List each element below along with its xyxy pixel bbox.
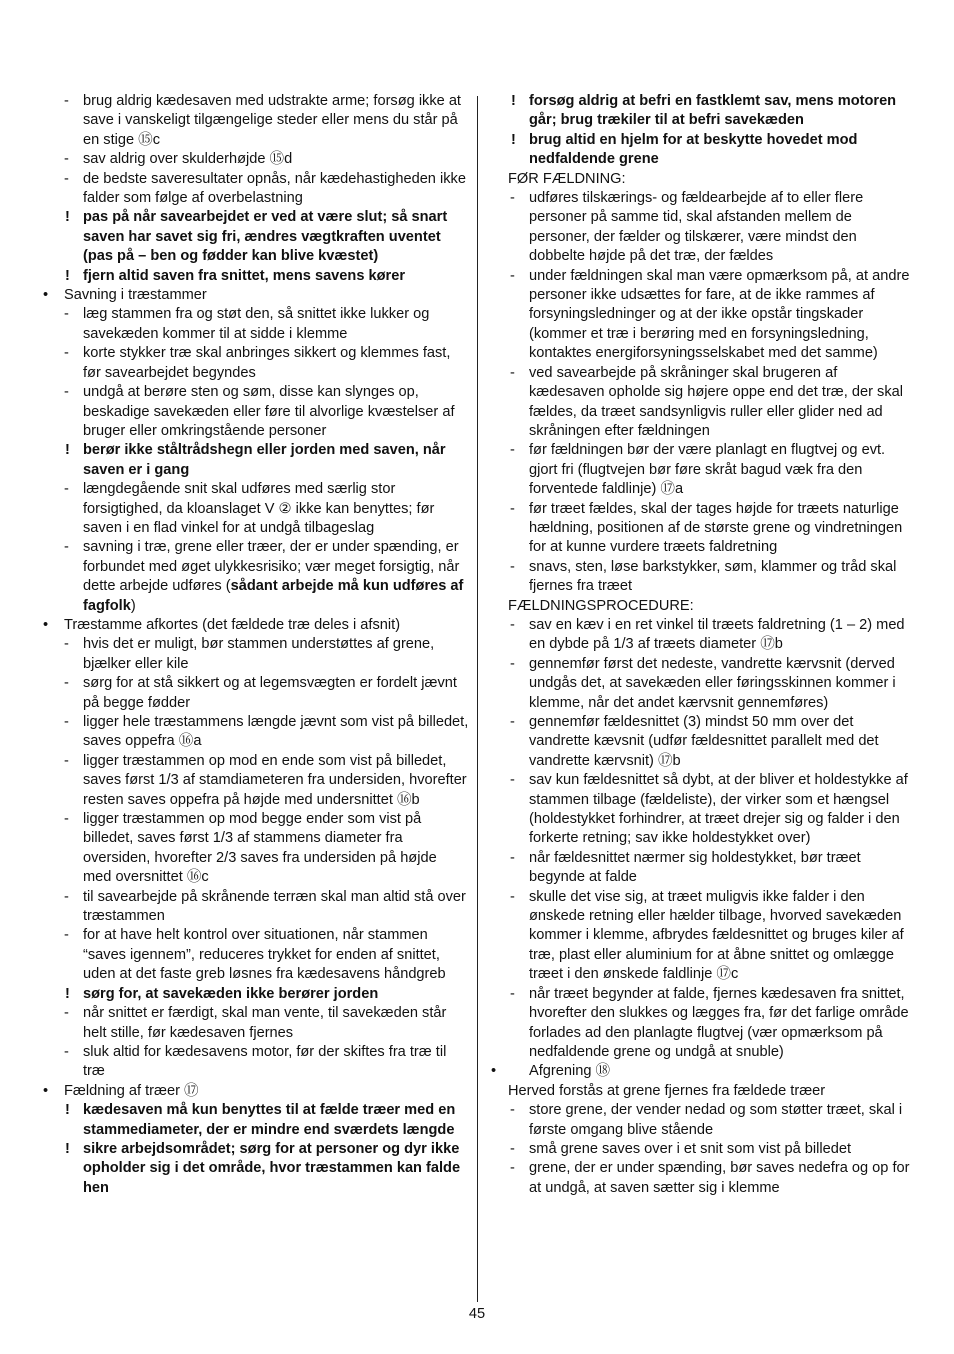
list-item: [508, 985, 913, 1063]
warning-icon: !: [65, 442, 70, 459]
item-text: gennemfør fældesnittet (3) mindst 50 mm over det vandrette kævsnit (udfør fældesnittet parallelt med det vandrette kærvsnit) ⑰b: [529, 714, 879, 769]
item-text: Træstamme afkortes (det fældede træ deles i afsnit): [64, 616, 401, 633]
item-text: FÆLDNINGSPROCEDURE:: [508, 597, 694, 614]
dash-marker: -: [64, 675, 69, 692]
list-item: [39, 480, 469, 538]
right-column: [491, 92, 913, 1198]
list-item: [39, 635, 469, 674]
list-item: [39, 674, 469, 713]
section-bullet: [39, 1082, 469, 1101]
list-item: [508, 655, 913, 713]
item-text: ved savearbejde på skråninger skal brugeren af kædesaven opholde sig højere oppe end det træ, der skal fældes, da træet sandsynligvis ruller eller glider ned ad skråningen efter fældningen: [529, 364, 903, 439]
bullet-icon: •: [43, 287, 49, 304]
item-text: store grene, der vender nedad og som støtter træet, skal i første omgang blive stående: [529, 1102, 903, 1138]
item-text: sav aldrig over skulderhøjde ⑮d: [83, 151, 293, 168]
item-bold-text: sådant arbejde må kun udføres af fagfolk: [83, 578, 464, 614]
item-text: læg stammen fra og støt den, så snittet ikke lukker og savekæden kommer til at sidde i klemme: [83, 306, 430, 342]
warning-item: [39, 208, 469, 266]
list-item: [508, 771, 913, 849]
dash-marker: -: [510, 364, 515, 381]
list-item: [508, 364, 913, 442]
list-item: [508, 267, 913, 364]
item-text: sørg for at stå sikkert og at legemsvægten er fordelt jævnt på begge fødder: [83, 675, 457, 711]
list-item: [508, 189, 913, 267]
section-bullet: [39, 286, 469, 305]
dash-marker: -: [64, 306, 69, 323]
item-text: før fældningen bør der være planlagt en flugtvej og evt. gjort fri (flugtvejen bør føre skråt bagud væk fra den forventede faldlinje) ⑰a: [529, 442, 886, 498]
item-text: når snittet er færdigt, skal man vente, til savekæden står helt stille, før kædesaven fjernes: [83, 1005, 447, 1041]
list-item: [39, 926, 469, 984]
list-item: [39, 344, 469, 383]
list-item: [39, 538, 469, 616]
list-item: [508, 888, 913, 985]
item-text: snavs, sten, løse barkstykker, søm, klammer og tråd skal fjernes fra træet: [529, 558, 897, 595]
item-text: FØR FÆLDNING:: [508, 170, 626, 187]
warning-item: [39, 267, 469, 286]
item-text: grene, der er under spænding, bør saves nedefra og op for at undgå, at saven sætter sig i klemme: [529, 1160, 910, 1196]
column-divider: [477, 96, 478, 1302]
dash-marker: -: [510, 558, 515, 575]
dash-marker: -: [64, 481, 69, 498]
section-heading: [508, 1082, 913, 1101]
list-item: [508, 1101, 913, 1140]
list-item: [39, 1043, 469, 1082]
dash-marker: -: [64, 927, 69, 944]
dash-marker: -: [510, 442, 515, 459]
warning-icon: !: [65, 267, 70, 284]
item-text: længdegående snit skal udføres med særlig stor forsigtighed, da kloanslaget V ② ikke kan benyttes; før saven i en flad vinkel for at undgå tilbageslag: [83, 481, 435, 536]
item-text: ligger træstammen op mod en ende som vist på billedet, saves først 1/3 af stamdiameteren fra undersiden, hvorefter resten saves oppefra på højde med undersnittet ⑯b: [83, 752, 467, 808]
item-text: for at have helt kontrol over situationen, når stammen “saves igennem”, reduceres trykket for enden af snittet, uden at det faste greb løsnes fra kædesavens håndgreb: [83, 927, 446, 983]
dash-marker: -: [510, 888, 515, 905]
list-item: [508, 616, 913, 655]
list-item: [39, 92, 469, 150]
dash-marker: -: [510, 267, 515, 284]
dash-marker: -: [64, 170, 69, 187]
item-text: før træet fældes, skal der tages højde for træets naturlige hældning, positionen af de største grene og vindretningen for at kunne vurdere træets faldretning: [529, 500, 903, 556]
dash-marker: -: [64, 752, 69, 769]
item-text: savning i træ, grene eller træer, der er under spænding, er forbundet med øget ulykkesrisiko; vær meget forsigtig, når dette arbejde udføres (: [83, 539, 460, 595]
item-text: kædesaven må kun benyttes til at fælde træer med en stammediameter, der er mindre end sværdets længde: [83, 1102, 456, 1138]
dash-marker: -: [64, 384, 69, 401]
page-number: 45: [468, 1306, 486, 1322]
dash-marker: -: [510, 849, 515, 866]
item-text: Afgrening ⑱: [529, 1063, 611, 1080]
item-text: brug altid en hjelm for at beskytte hovedet mod nedfaldende grene: [529, 131, 858, 168]
dash-marker: -: [510, 1102, 515, 1119]
dash-marker: -: [510, 616, 515, 633]
warning-item: [39, 985, 469, 1004]
list-item: [39, 170, 469, 209]
section-heading: [508, 597, 913, 616]
list-item: [39, 305, 469, 344]
warning-icon: !: [65, 985, 70, 1002]
dash-marker: -: [64, 1005, 69, 1022]
dash-marker: -: [510, 500, 515, 517]
warning-icon: !: [65, 1102, 70, 1119]
item-text: hvis det er muligt, bør stammen understøttes af grene, bjælker eller kile: [83, 636, 435, 672]
item-text: sav en kæv i en ret vinkel til træets faldretning (1 – 2) med en dybde på 1/3 af træets diameter ⑰b: [529, 616, 905, 653]
bullet-icon: •: [43, 1082, 49, 1099]
dash-marker: -: [510, 714, 515, 730]
warning-icon: !: [511, 93, 516, 109]
warning-icon: !: [65, 209, 70, 226]
bullet-icon: •: [491, 1063, 497, 1080]
item-text: ligger træstammen op mod begge ender som vist på billedet, saves først 1/3 af stammens diameter fra oversiden, hvorefter 2/3 saves fra undersiden på højde med oversnittet ⑯c: [83, 811, 437, 886]
list-item: [39, 1004, 469, 1043]
list-item: [508, 849, 913, 888]
list-item: [39, 150, 469, 169]
dash-marker: -: [510, 1140, 515, 1157]
dash-marker: -: [64, 811, 69, 828]
dash-marker: -: [64, 888, 69, 905]
warning-item: [508, 92, 913, 131]
item-text: sluk altid for kædesavens motor, før der skiftes fra træ til træ: [83, 1043, 447, 1080]
bullet-icon: •: [43, 616, 49, 633]
item-text: skulle det vise sig, at træet muligvis ikke falder i den ønskede retning eller hælder tilbage, hvorved savekæden kommer i klemme, afbrydes fældesnittet og bruges kiler af træ, plast eller aluminium for at åbne snittet og omlægge træet i den ønskede faldlinje ⑰c: [529, 888, 904, 983]
list-item: [39, 810, 469, 888]
dash-marker: -: [64, 636, 69, 653]
list-item: [39, 888, 469, 927]
warning-icon: !: [65, 1140, 70, 1157]
item-text: Savning i træstammer: [64, 287, 207, 304]
item-text: når træet begynder at falde, fjernes kædesaven fra snittet, hvorefter den slukkes og lægges fra, før det farlige område forlades ad den planlagte flugtvej (vær opmærksom på nedfaldende grene og undgå at snuble): [529, 985, 909, 1060]
list-item: [39, 752, 469, 810]
list-item: [39, 383, 469, 441]
section-heading: [508, 170, 913, 189]
item-tail-text: ): [130, 597, 136, 614]
item-text: gennemfør først det nedeste, vandrette kærvsnit (derved undgås det, at savekæden eller føringsskinnen kommer i klemme, når det andet kærvsnit gennemføres): [529, 655, 896, 711]
item-text: Herved forstås at grene fjernes fra fældede træer: [508, 1082, 826, 1099]
dash-marker: -: [64, 151, 69, 168]
item-text: under fældningen skal man være opmærksom på, at andre personer ikke udsættes for fare, at de ikke rammes af forsyningsledninger og at der ikke opstår tingskader (kommer et træ i berøring med en forsyningsledning, kontaktes energiforsyningsselskabet med det samme): [529, 267, 910, 362]
dash-marker: -: [510, 655, 515, 672]
dash-marker: -: [64, 714, 69, 730]
list-item: [508, 558, 913, 597]
dash-marker: -: [64, 1043, 69, 1060]
item-text: de bedste saveresultater opnås, når kædehastigheden ikke falder som følge af overbelastning: [83, 170, 466, 207]
item-text: fjern altid saven fra snittet, mens savens kører: [83, 267, 406, 284]
item-text: udføres tilskærings- og fældearbejde af to eller flere personer på samme tid, skal afstanden mellem de personer, der fælder og tilskærer, være mindst den dobbelte højde på det træ, der fældes: [529, 190, 864, 265]
item-text: korte stykker træ skal anbringes sikkert og klemmes fast, før savearbejdet begyndes: [83, 345, 451, 381]
warning-icon: !: [511, 131, 516, 148]
warning-item: [39, 1101, 469, 1140]
item-text: forsøg aldrig at befri en fastklemt sav, mens motoren går; brug trækiler til at befri savekæden: [529, 93, 897, 129]
dash-marker: -: [64, 345, 69, 362]
list-item: [508, 713, 913, 771]
item-text: brug aldrig kædesaven med udstrakte arme; forsøg ikke at save i vanskeligt tilgængelige steder eller mens du står på en stige ⑮c: [83, 93, 461, 148]
item-text: ligger hele træstammens længde jævnt som vist på billedet, saves oppefra ⑯a: [83, 714, 469, 750]
item-text: Fældning af træer ⑰: [64, 1082, 199, 1099]
item-text: undgå at berøre sten og søm, disse kan slynges op, beskadige savekæden eller føre til alvorlige kvæstelser af bruger eller omkringstående personer: [83, 384, 455, 439]
warning-item: [508, 131, 913, 170]
list-item: [508, 441, 913, 499]
list-item: [508, 500, 913, 558]
list-item: [39, 713, 469, 752]
section-bullet: [491, 1062, 913, 1081]
list-item: [508, 1159, 913, 1198]
item-text: berør ikke ståltrådshegn eller jorden med saven, når saven er i gang: [83, 442, 446, 478]
item-text: sørg for, at savekæden ikke berører jorden: [83, 985, 379, 1002]
list-item: [508, 1140, 913, 1159]
dash-marker: -: [510, 190, 515, 207]
warning-item: [39, 441, 469, 480]
dash-marker: -: [64, 93, 69, 109]
item-text: sav kun fældesnittet så dybt, at der bliver et holdestykke af stammen tilbage (fældeliste), der virker som et hængsel (holdestykket forhindrer, at træet drejer sig og falder i den forkerte retning; sav ikke holdestykket over): [529, 772, 908, 847]
dash-marker: -: [510, 985, 515, 1002]
section-bullet: [39, 616, 469, 635]
item-text: til savearbejde på skrånende terræn skal man altid stå over træstammen: [83, 888, 466, 925]
item-text: når fældesnittet nærmer sig holdestykket, bør træet begynde at falde: [529, 849, 861, 886]
item-text: sikre arbejdsområdet; sørg for at personer og dyr ikke opholder sig i det område, hvor træstammen kan falde hen: [83, 1140, 461, 1196]
warning-item: [39, 1140, 469, 1198]
dash-marker: -: [64, 539, 69, 556]
dash-marker: -: [510, 772, 515, 789]
dash-marker: -: [510, 1160, 515, 1177]
item-text: små grene saves over i et snit som vist på billedet: [529, 1140, 852, 1157]
item-text: pas på når savearbejdet er ved at være slut; så snart saven har savet sig fri, ændres vægtkraften uventet (pas på – ben og fødder kan blive kvæstet): [83, 209, 448, 265]
left-column: [39, 92, 469, 1198]
